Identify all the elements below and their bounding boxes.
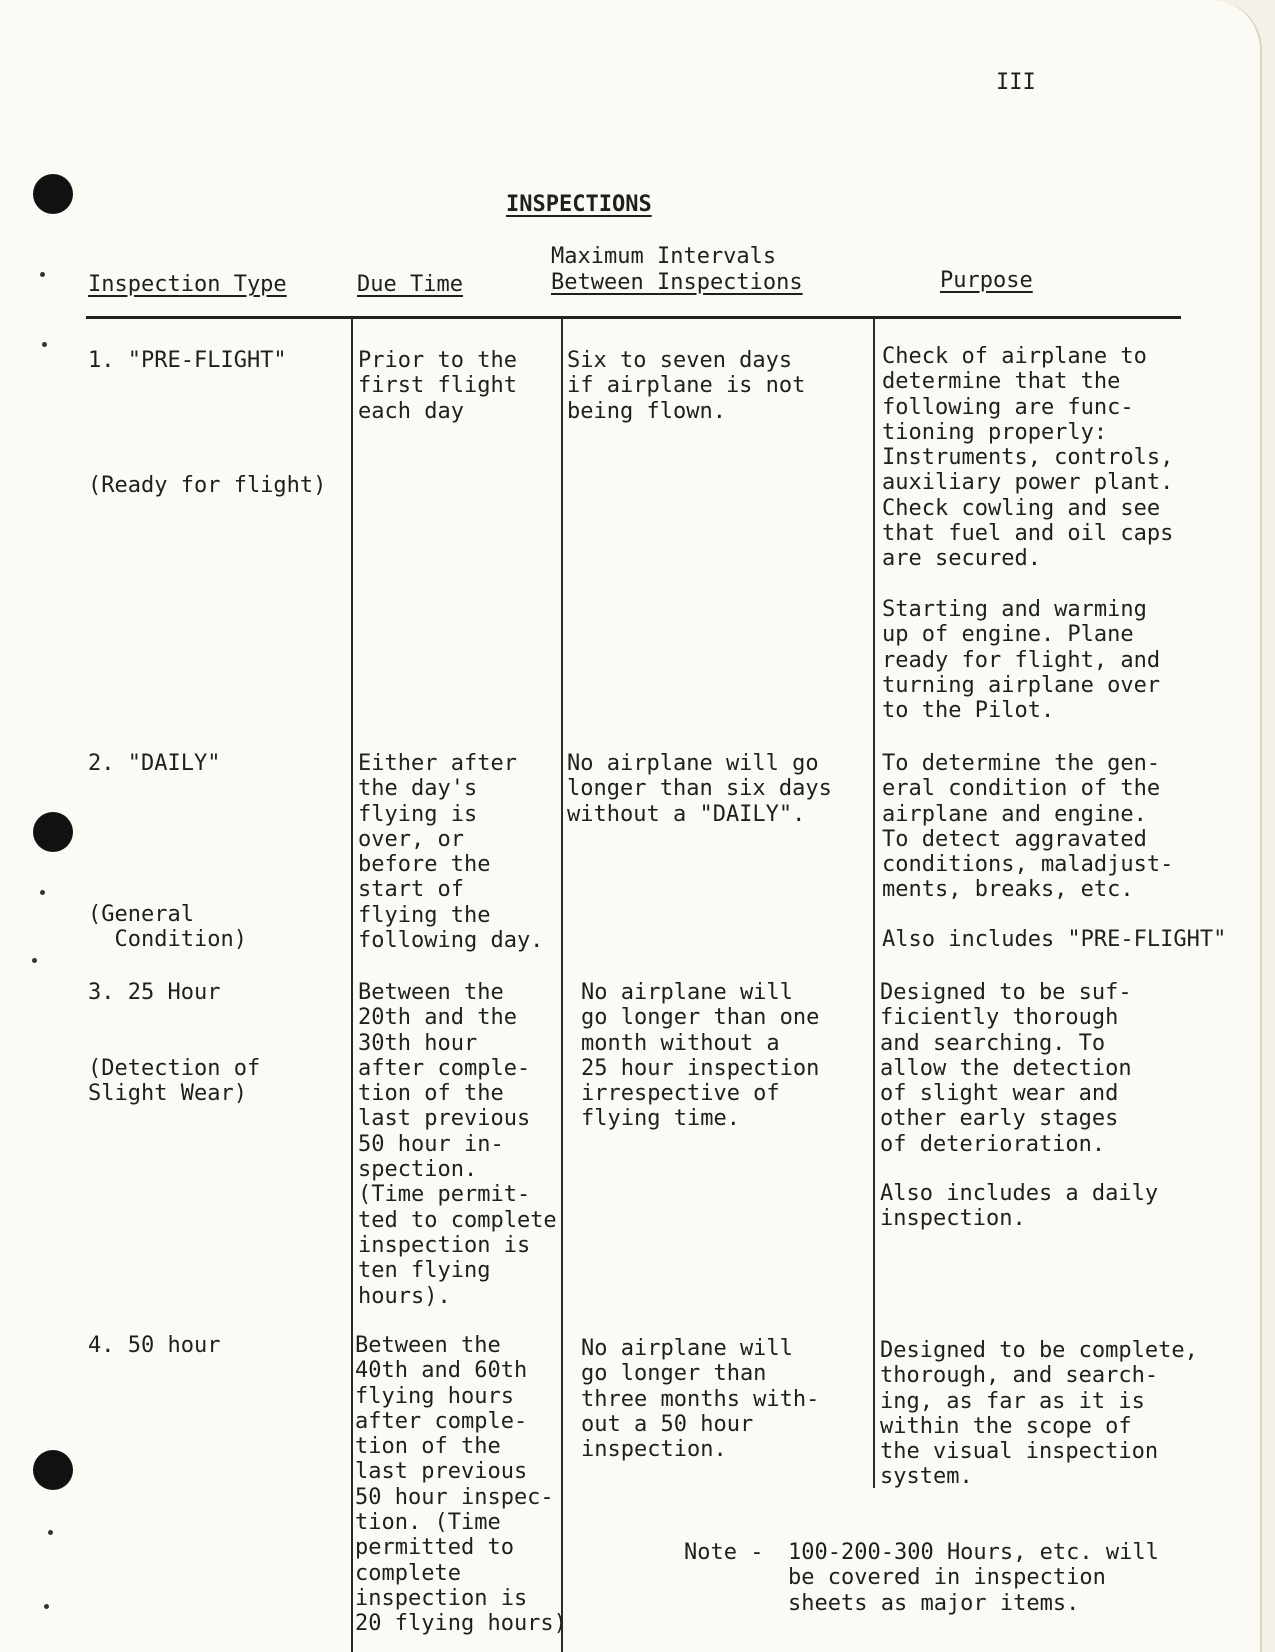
- header-max-intervals: [551, 244, 803, 296]
- row-3-interval: No airplane will go longer than one month without a 25 hour inspection irrespective of flying time.: [581, 980, 820, 1132]
- note-label: Note -: [684, 1540, 764, 1565]
- row-3-due-time: Between the 20th and the 30th hour after comple- tion of the last previous 50 hour in- spection. (Time permit- ted to complete inspection is ten flying hours).: [358, 980, 557, 1309]
- header-inspection-type: [88, 272, 287, 298]
- row-1-purpose-extra: Starting and warming up of engine. Plane ready for flight, and turning airplane over to the Pilot.: [882, 597, 1161, 724]
- row-2-purpose-extra: Also includes "PRE-FLIGHT": [882, 927, 1227, 952]
- row-4-purpose: Designed to be complete, thorough, and search- ing, as far as it is within the scope of the visual inspection system.: [880, 1338, 1198, 1490]
- row-3-purpose: Designed to be suf- ficiently thorough and searching. To allow the detection of slight wear and other early stages of deterioration.: [880, 980, 1132, 1157]
- column-divider: [351, 318, 353, 1652]
- column-divider: [873, 318, 875, 1488]
- row-2-type: 2. "DAILY": [88, 751, 221, 776]
- header-max-intervals-line2: Between Inspections: [551, 270, 803, 295]
- paper-speck: [40, 272, 45, 277]
- header-purpose-label: Purpose: [940, 268, 1033, 293]
- row-1-sub-label: (Ready for flight): [88, 473, 327, 498]
- row-1-due-time: Prior to the first flight each day: [358, 348, 517, 424]
- binder-hole: [33, 1450, 73, 1490]
- row-3-sub-label: (Detection of Slight Wear): [88, 1056, 261, 1107]
- row-4-interval: No airplane will go longer than three months with- out a 50 hour inspection.: [581, 1336, 820, 1463]
- page-title: INSPECTIONS: [506, 192, 652, 217]
- row-2-sub-label: (General Condition): [88, 902, 247, 953]
- row-3-purpose-extra: Also includes a daily inspection.: [880, 1181, 1159, 1232]
- paper-speck: [32, 958, 37, 963]
- header-max-intervals-line1: Maximum Intervals: [551, 244, 777, 269]
- binder-hole: [33, 812, 73, 852]
- header-due-time: [357, 272, 463, 298]
- row-1-type: 1. "PRE-FLIGHT": [88, 348, 287, 373]
- header-purpose: [940, 268, 1033, 294]
- row-4-due-time: Between the 40th and 60th flying hours after comple- tion of the last previous 50 hour inspec- tion. (Time permitted to complete inspection is 20 flying hours): [355, 1333, 567, 1637]
- paper-speck: [48, 1530, 53, 1535]
- header-inspection-type-label: Inspection Type: [88, 272, 287, 297]
- row-3-type: 3. 25 Hour: [88, 980, 221, 1005]
- header-rule: [86, 316, 1181, 319]
- row-2-interval: No airplane will go longer than six days without a "DAILY".: [567, 751, 832, 827]
- row-1-purpose: Check of airplane to determine that the following are func- tioning properly: Instruments, controls, auxiliary power plant. Check cowling and see that fuel and oil caps are secured.: [882, 344, 1174, 572]
- row-2-due-time: Either after the day's flying is over, or before the start of flying the following day.: [358, 751, 544, 954]
- row-2-purpose: To determine the gen- eral condition of the airplane and engine. To detect aggravated conditions, maladjust- ments, breaks, etc.: [882, 751, 1174, 903]
- page-number: III: [996, 70, 1036, 95]
- paper-speck: [42, 342, 47, 347]
- paper-speck: [44, 1604, 49, 1609]
- note-text: 100-200-300 Hours, etc. will be covered in inspection sheets as major items.: [788, 1540, 1159, 1616]
- paper-speck: [40, 890, 45, 895]
- row-1-interval: Six to seven days if airplane is not being flown.: [567, 348, 806, 424]
- header-due-time-label: Due Time: [357, 272, 463, 297]
- row-4-type: 4. 50 hour: [88, 1333, 221, 1358]
- binder-hole: [33, 174, 73, 214]
